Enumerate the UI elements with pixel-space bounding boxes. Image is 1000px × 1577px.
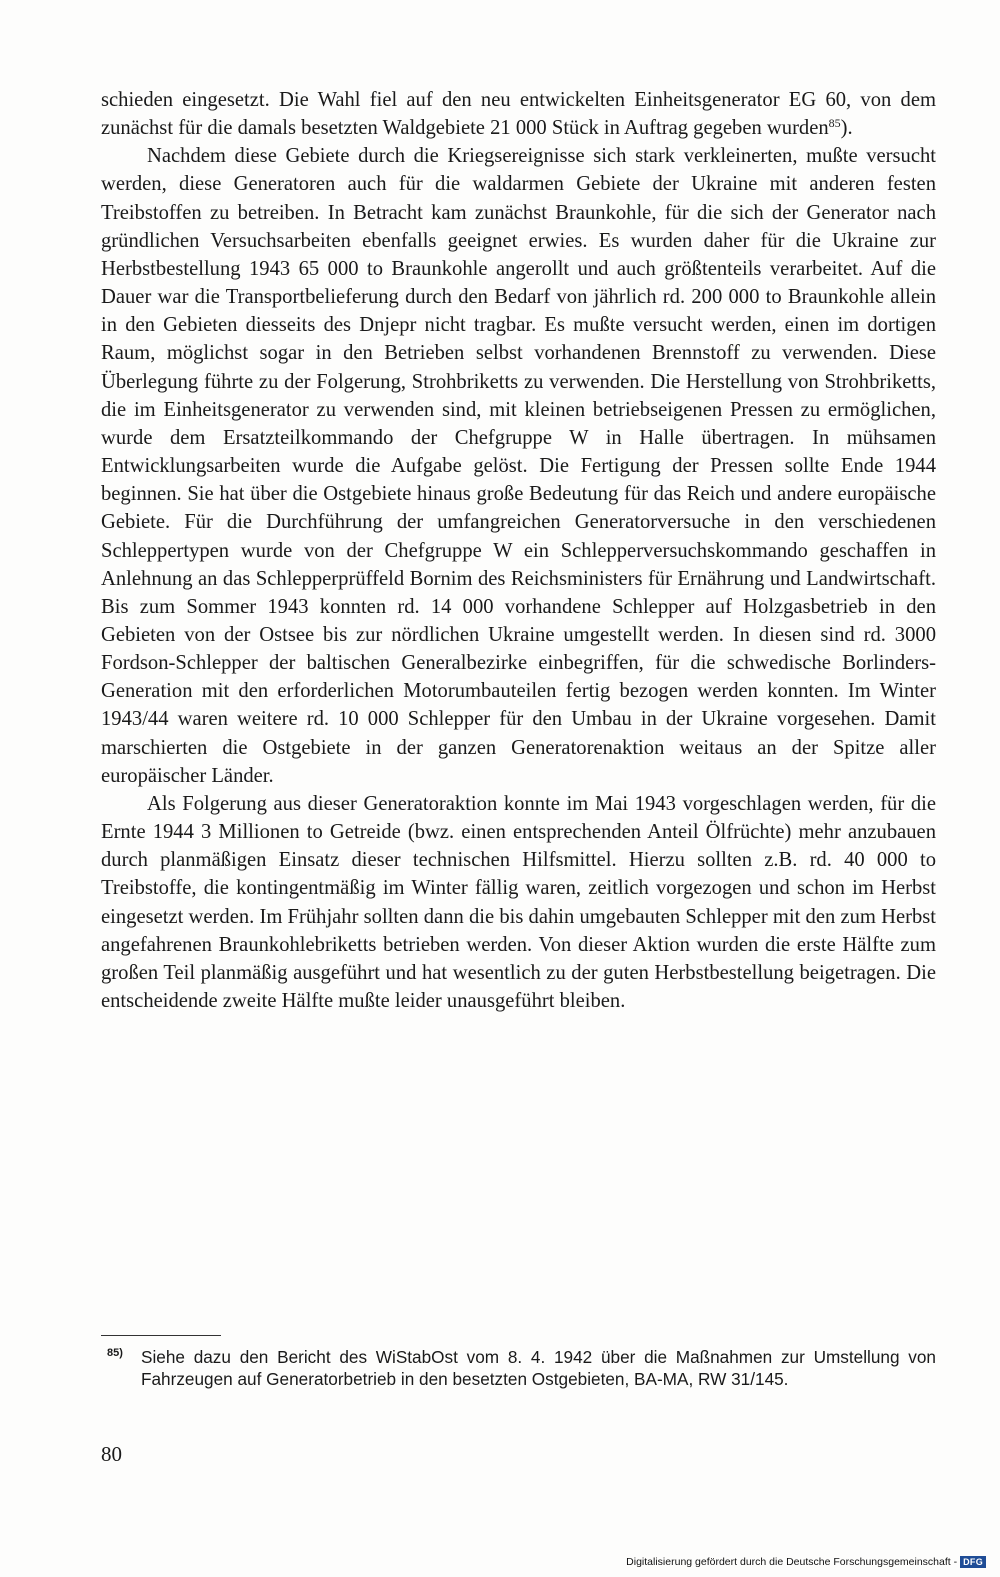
dfg-logo-icon: DFG: [960, 1556, 986, 1568]
footnote-mark: 85): [107, 1347, 123, 1359]
paragraph-1: [101, 86, 936, 142]
paragraph-3: Als Folgerung aus dieser Generatoraktion konnte im Mai 1943 vorgeschlagen werden, für die Ernte 1944 3 Millionen to Getreide (bwz. einen entsprechenden Anteil Ölfrüchte) mehr anzubauen durch planmäßigen Einsatz dieser technischen Hilfsmittel. Hierzu sollten z.B. rd. 40 000 to Treibstoffe, die kontingentmäßig im Winter fällig waren, zeitlich vorgezogen und schon im Herbst eingesetzt werden. Im Frühjahr sollten dann die bis dahin umgebauten Schlepper mit den zum Herbst angefahrenen Braunkohlebriketts betrieben werden. Von dieser Aktion wurden die erste Hälfte zum großen Teil planmäßig ausgeführt und hat wesentlich zu der guten Herbstbestellung beigetragen. Die entscheidende zweite Hälfte mußte leider unausgeführt bleiben.: [101, 792, 936, 1012]
page-number: 80: [101, 1442, 122, 1466]
paragraph-1-end: ).: [840, 117, 853, 140]
digitization-credit: [626, 1556, 986, 1568]
credit-text: Digitalisierung gefördert durch die Deutsche Forschungsgemeinschaft -: [626, 1556, 958, 1568]
main-text: [101, 86, 936, 1015]
paragraph-1-text: schieden eingesetzt. Die Wahl fiel auf den neu entwickelten Einheitsgenerator EG 60, von dem zunächst für die damals besetzten Waldgebiete 21 000 Stück in Auftrag gegeben wurden: [101, 89, 936, 140]
paragraph-2: Nachdem diese Gebiete durch die Kriegsereignisse sich stark verkleinerten, mußte versucht werden, diese Generatoren auch für die waldarmen Gebiete der Ukraine mit anderen festen Treibstoffen zu betreiben. In Betracht kam zunächst Braunkohle, für die sich der Generator nach gründlichen Versuchsarbeiten ebenfalls geeignet erwies. Es wurden daher für die Ukraine zur Herbstbestellung 1943 65 000 to Braunkohle angerollt und auch größtenteils verarbeitet. Auf die Dauer war die Transportbelieferung durch den Bedarf von jährlich rd. 200 000 to Braunkohle allein in den Gebieten diesseits des Dnjepr nicht tragbar. Es mußte versucht werden, einen im dortigen Raum, möglichst sogar in den Betrieben selbst vorhandenen Brennstoff zu verwenden. Diese Überlegung führte zu der Folgerung, Strohbriketts zu verwenden. Die Herstellung von Strohbriketts, die im Einheitsgenerator zu verwenden sind, mit kleinen betriebseigenen Pressen zu ermöglichen, wurde dem Ersatzteilkommando der Chefgruppe W in Halle übertragen. In mühsamen Entwicklungsarbeiten wurde die Aufgabe gelöst. Die Fertigung der Pressen sollte Ende 1944 beginnen. Sie hat über die Ostgebiete hinaus große Bedeutung für das Reich und andere europäische Gebiete. Für die Durchführung der umfangreichen Generatorversuche in den verschiedenen Schleppertypen wurde von der Chefgruppe W ein Schlepperversuchskommando geschaffen in Anlehnung an das Schlepperprüffeld Bornim des Reichsministers für Ernährung und Landwirtschaft. Bis zum Sommer 1943 konnten rd. 14 000 vorhandene Schlepper auf Holzgasbetrieb in den Gebieten von der Ostsee bis zur nördlichen Ukraine umgestellt werden. In diesen sind rd. 3000 Fordson-Schlepper der baltischen Generalbezirke einbegriffen, für die schwedische Borlinders-Generation mit den erforderlichen Motorumbauteilen fertig bezogen werden konnten. Im Winter 1943/44 waren weitere rd. 10 000 Schlepper für den Umbau in der Ukraine vorgesehen. Damit marschierten die Ostgebiete in der ganzen Generatorenaktion weitaus an der Spitze aller europäischer Länder.: [101, 145, 936, 787]
footnote-divider: [101, 1335, 221, 1336]
footnote: [107, 1346, 936, 1390]
footnote-text: Siehe dazu den Bericht des WiStabOst vom 8. 4. 1942 über die Maßnahmen zur Umstellung von Fahrzeugen auf Generatorbetrieb in den besetzten Ostgebieten, BA-MA, RW 31/145.: [141, 1347, 936, 1389]
footnote-reference: 85: [828, 116, 841, 131]
